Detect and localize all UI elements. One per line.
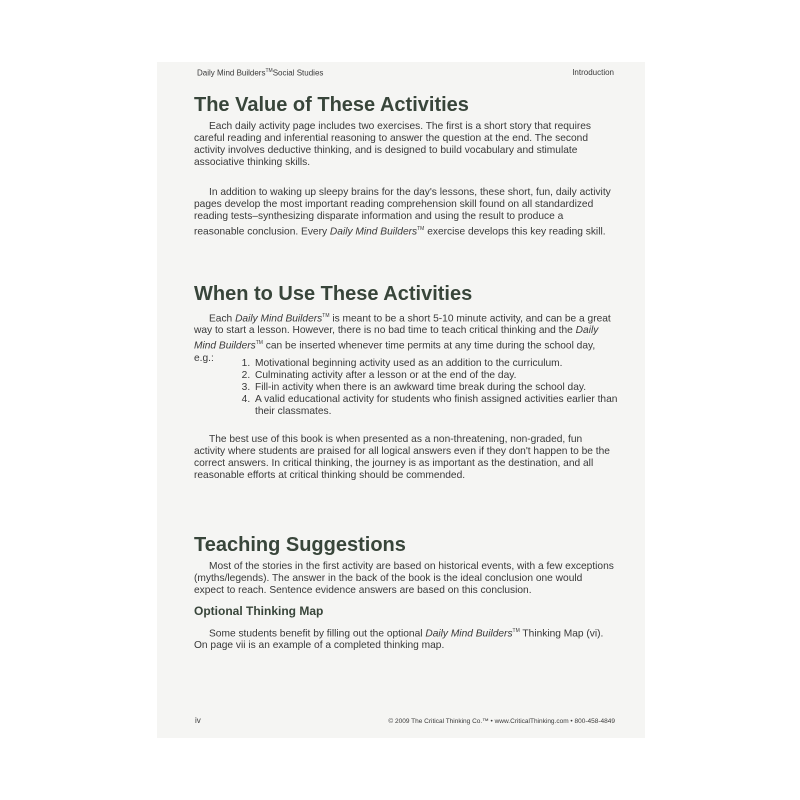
footer-copyright: © 2009 The Critical Thinking Co.™ • www.CriticalThinking.com • 800-458-4849 <box>388 718 615 725</box>
heading-when-to-use: When to Use These Activities <box>194 283 473 305</box>
list-item: 2. Culminating activity after a lesson or at the end of the day. <box>253 370 625 382</box>
list-item: 3. Fill-in activity when there is an awkward time break during the school day. <box>253 382 625 394</box>
document-page <box>157 62 645 738</box>
list-item: 4. A valid educational activity for students who finish assigned activities earlier than their classmates. <box>253 394 625 418</box>
running-header-left <box>197 68 323 78</box>
usage-list <box>237 358 625 418</box>
paragraph-value-1: Each daily activity page includes two exercises. The first is a short story that requires careful reading and inferential reasoning to answer the question at the end. The second activity involves deductive thinking, and is designed to build vocabulary and stimulate associative thinking skills. <box>194 121 592 168</box>
header-subject: Social Studies <box>272 68 324 78</box>
paragraph-teaching-1: Most of the stories in the first activity are based on historical events, with a few exceptions (myths/legends). The answer in the back of the book is the ideal conclusion one would expect to reach. Sentence evidence answers are based on this conclusion. <box>194 561 614 596</box>
header-tm: TM <box>265 68 273 74</box>
list-item: 1. Motivational beginning activity used as an addition to the curriculum. <box>253 358 625 370</box>
paragraph-value-2: In addition to waking up sleepy brains for the day's lessons, these short, fun, daily activity pages develop the most important reading comprehension skill found on all standardized reading tests–synthesizing disparate information and using the result to produce a reasonable conclusion. Every Daily Mind Builders™ exercise develops this key reading skill. <box>194 187 611 238</box>
heading-value-of-activities: The Value of These Activities <box>194 94 469 116</box>
subheading-thinking-map: Optional Thinking Map <box>194 604 324 618</box>
paragraph-when-1: Each Daily Mind Builders™ is meant to be a short 5-10 minute activity, and can be a great way to start a lesson. However, there is no bad time to teach critical thinking and the Daily Mind Builders™ can be inserted whenever time permits at any time during the school day, e.g.: <box>194 313 611 364</box>
header-brand: Daily Mind Builders <box>197 68 266 78</box>
paragraph-when-2: The best use of this book is when presented as a non-threatening, non-graded, fun activity where students are praised for all logical answers even if they don't happen to be the correct answers. In critical thinking, the journey is as important as the destination, and all reasonable efforts at critical thinking should be commended. <box>194 434 610 481</box>
heading-teaching-suggestions: Teaching Suggestions <box>194 534 406 556</box>
page-number: iv <box>195 716 201 725</box>
paragraph-thinking-map: Some students benefit by filling out the optional Daily Mind Builders™ Thinking Map (vi). On page vii is an example of a completed thinking map. <box>194 628 604 652</box>
running-header-right: Introduction <box>572 68 614 77</box>
